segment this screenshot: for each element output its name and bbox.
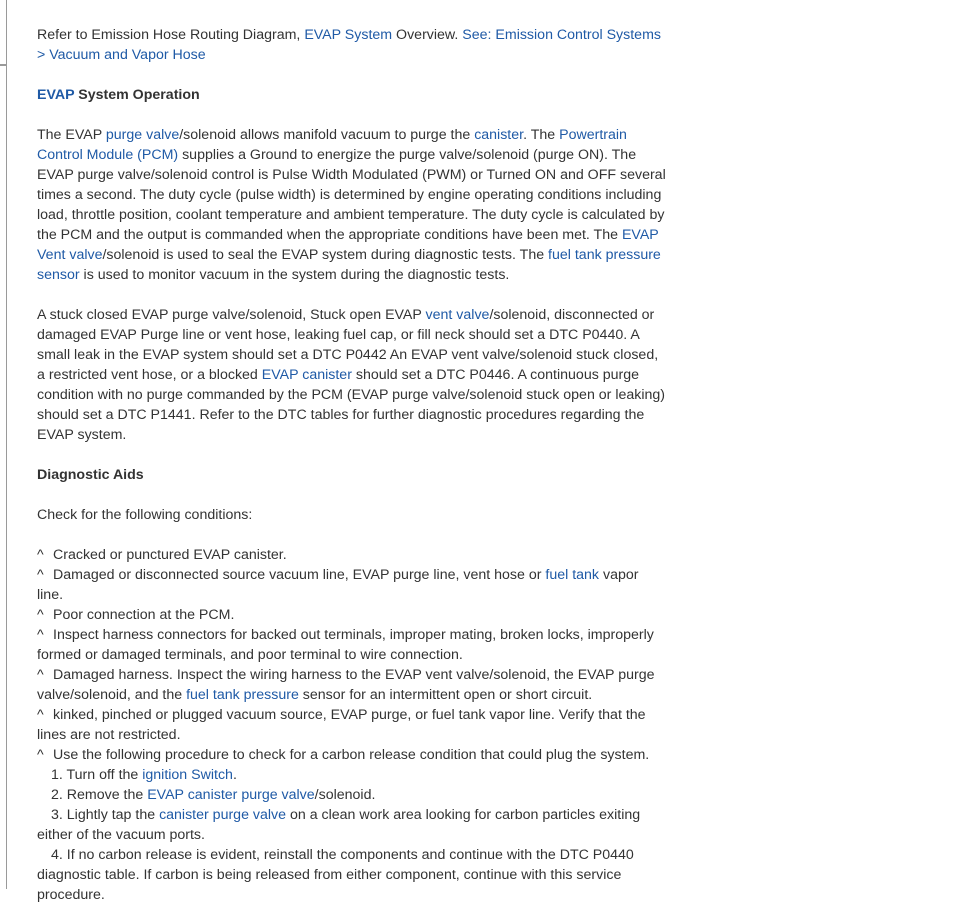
pcm-link[interactable]: Powertrain Control Module (PCM) [37, 127, 627, 163]
text: /solenoid. [314, 787, 376, 803]
text: Damaged or disconnected source vacuum line, EVAP purge line, vent hose or [53, 567, 546, 583]
fuel-tank-link[interactable]: fuel tank [545, 567, 600, 583]
caret-bullet-icon: ^ [37, 567, 44, 583]
text: . [232, 767, 237, 783]
list-item [37, 665, 667, 705]
left-border [6, 0, 7, 889]
intro-text: Refer to Emission Hose Routing Diagram, [37, 27, 305, 43]
left-border-tick [0, 64, 6, 66]
text: supplies a Ground to energize the purge valve/solenoid (purge ON). The EVAP purge valve/solenoid control is Pulse Width Modulated (PWM) or Turned ON and OFF several times a second. The duty cycle (pulse width) is determined by engine operating conditions including load, throttle position, coolant temperature and ambient temperature. The duty cycle is calculated by the PCM and the output is commanded when the appropriate conditions have been met. The [37, 147, 666, 243]
intro-text-2: Overview. [392, 27, 463, 43]
text: Inspect harness connectors for backed out terminals, improper mating, broken locks, improperly formed or damaged terminals, and poor terminal to wire connection. [37, 627, 654, 663]
canister-purge-valve-link[interactable]: canister purge valve [159, 807, 287, 823]
list-item [37, 705, 667, 745]
procedure-step [37, 805, 667, 845]
text: 4. If no carbon release is evident, reinstall the components and continue with the DTC P0440 diagnostic table. If carbon is being released from either component, continue with this service procedure. [37, 847, 634, 903]
text: Use the following procedure to check for a carbon release condition that could plug the system. [53, 747, 650, 763]
caret-bullet-icon: ^ [37, 547, 44, 563]
fuel-tank-pressure-link[interactable]: fuel tank pressure [186, 687, 299, 703]
text: is used to monitor vacuum in the system during the diagnostic tests. [79, 267, 510, 283]
text: /solenoid is used to seal the EVAP system during diagnostic tests. The [102, 247, 549, 263]
list-item [37, 625, 667, 665]
diagnostic-aids-heading: Diagnostic Aids [37, 467, 144, 483]
text: Cracked or punctured EVAP canister. [53, 547, 287, 563]
evap-system-link[interactable]: EVAP System [304, 27, 393, 43]
text: Poor connection at the PCM. [53, 607, 235, 623]
heading-text: System Operation [74, 87, 200, 103]
text: /solenoid, disconnected or damaged EVAP Purge line or vent hose, leaking fuel cap, or fill neck should set a DTC P0440. A small leak in the EVAP system should set a DTC P0442 An EVAP vent valve/solenoid stuck closed, a restricted vent hose, or a blocked [37, 307, 659, 383]
text: 1. Turn off the [51, 767, 143, 783]
procedure-step [37, 845, 667, 905]
fuel-tank-pressure-sensor-link[interactable]: fuel tank pressure sensor [37, 247, 661, 283]
text: 3. Lightly tap the [51, 807, 160, 823]
article-content [37, 25, 667, 905]
list-item [37, 545, 667, 565]
procedure-step [37, 785, 667, 805]
evap-system-operation-heading [37, 85, 667, 105]
conditions-list [37, 545, 667, 905]
ignition-switch-link[interactable]: ignition Switch [142, 767, 233, 783]
text: should set a DTC P0446. A continuous purge condition with no purge commanded by the PCM (EVAP purge valve/solenoid stuck open or leaking) should set a DTC P1441. Refer to the DTC tables for further diagnostic procedures regarding the EVAP system. [37, 367, 666, 443]
caret-bullet-icon: ^ [37, 747, 44, 763]
evap-vent-valve-link[interactable]: EVAP Vent valve [37, 227, 659, 263]
text: kinked, pinched or plugged vacuum source, EVAP purge, or fuel tank vapor line. Verify that the lines are not restricted. [37, 707, 646, 743]
caret-bullet-icon: ^ [37, 667, 44, 683]
text: A stuck closed EVAP purge valve/solenoid, Stuck open EVAP [37, 307, 426, 323]
intro-paragraph [37, 25, 667, 65]
evap-canister-purge-valve-link[interactable]: EVAP canister purge valve [147, 787, 315, 803]
check-intro: Check for the following conditions: [37, 507, 253, 523]
caret-bullet-icon: ^ [37, 707, 44, 723]
text: . The [523, 127, 560, 143]
text: Damaged harness. Inspect the wiring harness to the EVAP vent valve/solenoid, the EVAP purge valve/solenoid, and the [37, 667, 655, 703]
emission-control-systems-link[interactable]: See: Emission Control Systems > Vacuum and Vapor Hose [37, 27, 661, 63]
list-item [37, 565, 667, 605]
system-operation-paragraph [37, 125, 667, 285]
caret-bullet-icon: ^ [37, 607, 44, 623]
text: on a clean work area looking for carbon particles exiting either of the vacuum ports. [37, 807, 641, 843]
evap-heading-link[interactable]: EVAP [37, 87, 75, 103]
dtc-paragraph [37, 305, 667, 445]
list-item [37, 605, 667, 625]
text: 2. Remove the [51, 787, 148, 803]
canister-link[interactable]: canister [474, 127, 524, 143]
text: /solenoid allows manifold vacuum to purge the [179, 127, 475, 143]
purge-valve-link[interactable]: purge valve [105, 127, 180, 143]
caret-bullet-icon: ^ [37, 627, 44, 643]
text: vapor line. [37, 567, 639, 603]
list-item [37, 745, 667, 765]
vent-valve-link[interactable]: vent valve [425, 307, 490, 323]
text: The EVAP [37, 127, 106, 143]
evap-canister-link[interactable]: EVAP canister [261, 367, 352, 383]
text: sensor for an intermittent open or short circuit. [298, 687, 593, 703]
procedure-step [37, 765, 667, 785]
